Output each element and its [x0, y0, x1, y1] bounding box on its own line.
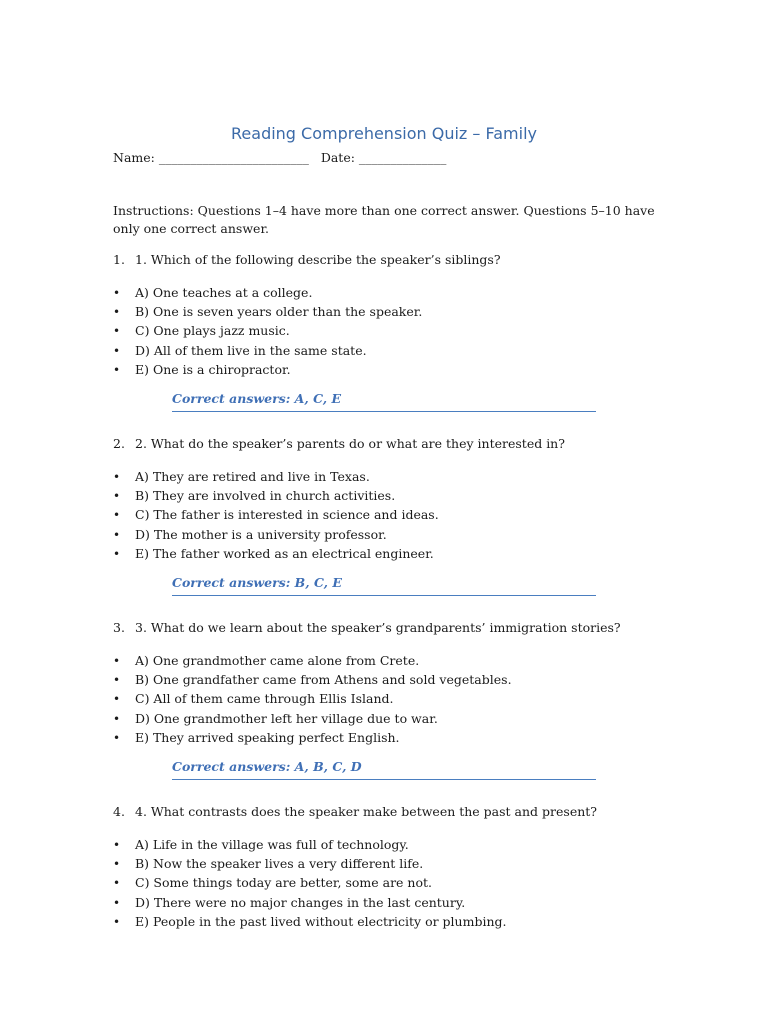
- option-text: B) One grandfather came from Athens and sold vegetables.: [135, 672, 512, 688]
- option-text: A) One teaches at a college.: [135, 285, 313, 300]
- question-3: [113, 619, 673, 780]
- bullet-icon: •: [113, 838, 121, 852]
- option-item[interactable]: [113, 835, 673, 854]
- option-item[interactable]: [113, 893, 673, 912]
- bullet-icon: •: [113, 730, 121, 745]
- bullet-icon: •: [113, 527, 121, 542]
- option-item[interactable]: [113, 467, 673, 486]
- bullet-icon: •: [113, 857, 121, 872]
- name-field[interactable]: Name: ________________________: [113, 150, 309, 165]
- option-text: A) One grandmother came alone from Crete.: [135, 653, 420, 668]
- bullet-icon: •: [113, 305, 121, 320]
- question-number: 4.: [113, 804, 125, 819]
- bullet-icon: •: [113, 508, 121, 523]
- bullet-icon: •: [113, 362, 121, 377]
- option-text: B) Now the speaker lives a very different life.: [135, 856, 424, 872]
- option-text: D) There were no major changes in the last century.: [135, 894, 466, 910]
- option-item[interactable]: [113, 505, 673, 524]
- name-date-line: [113, 150, 446, 165]
- question-text: 3. What do we learn about the speaker’s grandparents’ immigration stories?: [135, 620, 621, 635]
- option-item[interactable]: [113, 302, 673, 321]
- option-text: B) One is seven years older than the speaker.: [135, 304, 423, 320]
- option-item[interactable]: [113, 854, 673, 873]
- option-text: C) All of them came through Ellis Island.: [135, 691, 394, 707]
- option-list: [113, 467, 673, 563]
- option-item[interactable]: [113, 912, 673, 931]
- bullet-icon: •: [113, 654, 121, 668]
- option-text: B) They are involved in church activities.: [135, 488, 396, 504]
- question-number: 2.: [113, 436, 125, 451]
- bullet-icon: •: [113, 324, 121, 339]
- option-list: [113, 283, 673, 379]
- option-text: D) One grandmother left her village due to war.: [135, 710, 438, 726]
- option-item[interactable]: [113, 709, 673, 728]
- bullet-icon: •: [113, 470, 121, 484]
- option-text: C) One plays jazz music.: [135, 323, 290, 339]
- option-text: A) Life in the village was full of technology.: [135, 837, 409, 852]
- bullet-icon: •: [113, 546, 121, 561]
- option-list: [113, 835, 673, 931]
- question-header: [113, 251, 673, 269]
- option-text: E) People in the past lived without electricity or plumbing.: [135, 913, 507, 929]
- question-header: [113, 435, 673, 453]
- option-item[interactable]: [113, 525, 673, 544]
- question-1: [113, 251, 673, 412]
- option-text: E) One is a chiropractor.: [135, 361, 291, 377]
- option-list: [113, 651, 673, 747]
- question-4: [113, 803, 673, 931]
- question-number: 3.: [113, 620, 125, 635]
- question-2: [113, 435, 673, 596]
- option-text: C) Some things today are better, some are not.: [135, 875, 433, 891]
- bullet-icon: •: [113, 343, 121, 358]
- option-item[interactable]: [113, 651, 673, 670]
- option-text: D) The mother is a university professor.: [135, 526, 387, 542]
- option-text: A) They are retired and live in Texas.: [135, 469, 370, 484]
- option-item[interactable]: [113, 283, 673, 302]
- option-text: E) The father worked as an electrical engineer.: [135, 545, 434, 561]
- question-text: 4. What contrasts does the speaker make between the past and present?: [135, 804, 597, 819]
- bullet-icon: •: [113, 692, 121, 707]
- option-text: D) All of them live in the same state.: [135, 342, 367, 358]
- question-number: 1.: [113, 252, 125, 267]
- bullet-icon: •: [113, 876, 121, 891]
- question-header: [113, 803, 673, 821]
- question-header: [113, 619, 673, 637]
- bullet-icon: •: [113, 673, 121, 688]
- question-text: 1. Which of the following describe the speaker’s siblings?: [135, 252, 501, 267]
- option-item[interactable]: [113, 670, 673, 689]
- correct-answers: Correct answers: B, C, E: [172, 575, 596, 596]
- date-field[interactable]: Date: ______________: [320, 150, 447, 165]
- option-item[interactable]: [113, 728, 673, 747]
- bullet-icon: •: [113, 489, 121, 504]
- bullet-icon: •: [113, 286, 121, 300]
- option-item[interactable]: [113, 873, 673, 892]
- question-text: 2. What do the speaker’s parents do or what are they interested in?: [135, 436, 565, 451]
- option-item[interactable]: [113, 360, 673, 379]
- option-item[interactable]: [113, 486, 673, 505]
- option-item[interactable]: [113, 321, 673, 340]
- option-text: E) They arrived speaking perfect English.: [135, 729, 400, 745]
- bullet-icon: •: [113, 895, 121, 910]
- bullet-icon: •: [113, 711, 121, 726]
- option-item[interactable]: [113, 544, 673, 563]
- option-text: C) The father is interested in science and ideas.: [135, 507, 439, 523]
- option-item[interactable]: [113, 341, 673, 360]
- instructions: Instructions: Questions 1–4 have more than one correct answer. Questions 5–10 have only one correct answer.: [113, 203, 655, 236]
- option-item[interactable]: [113, 689, 673, 708]
- correct-answers: Correct answers: A, C, E: [172, 391, 596, 412]
- page-title: Reading Comprehension Quiz – Family: [231, 124, 537, 143]
- correct-answers: Correct answers: A, B, C, D: [172, 759, 596, 780]
- bullet-icon: •: [113, 914, 121, 929]
